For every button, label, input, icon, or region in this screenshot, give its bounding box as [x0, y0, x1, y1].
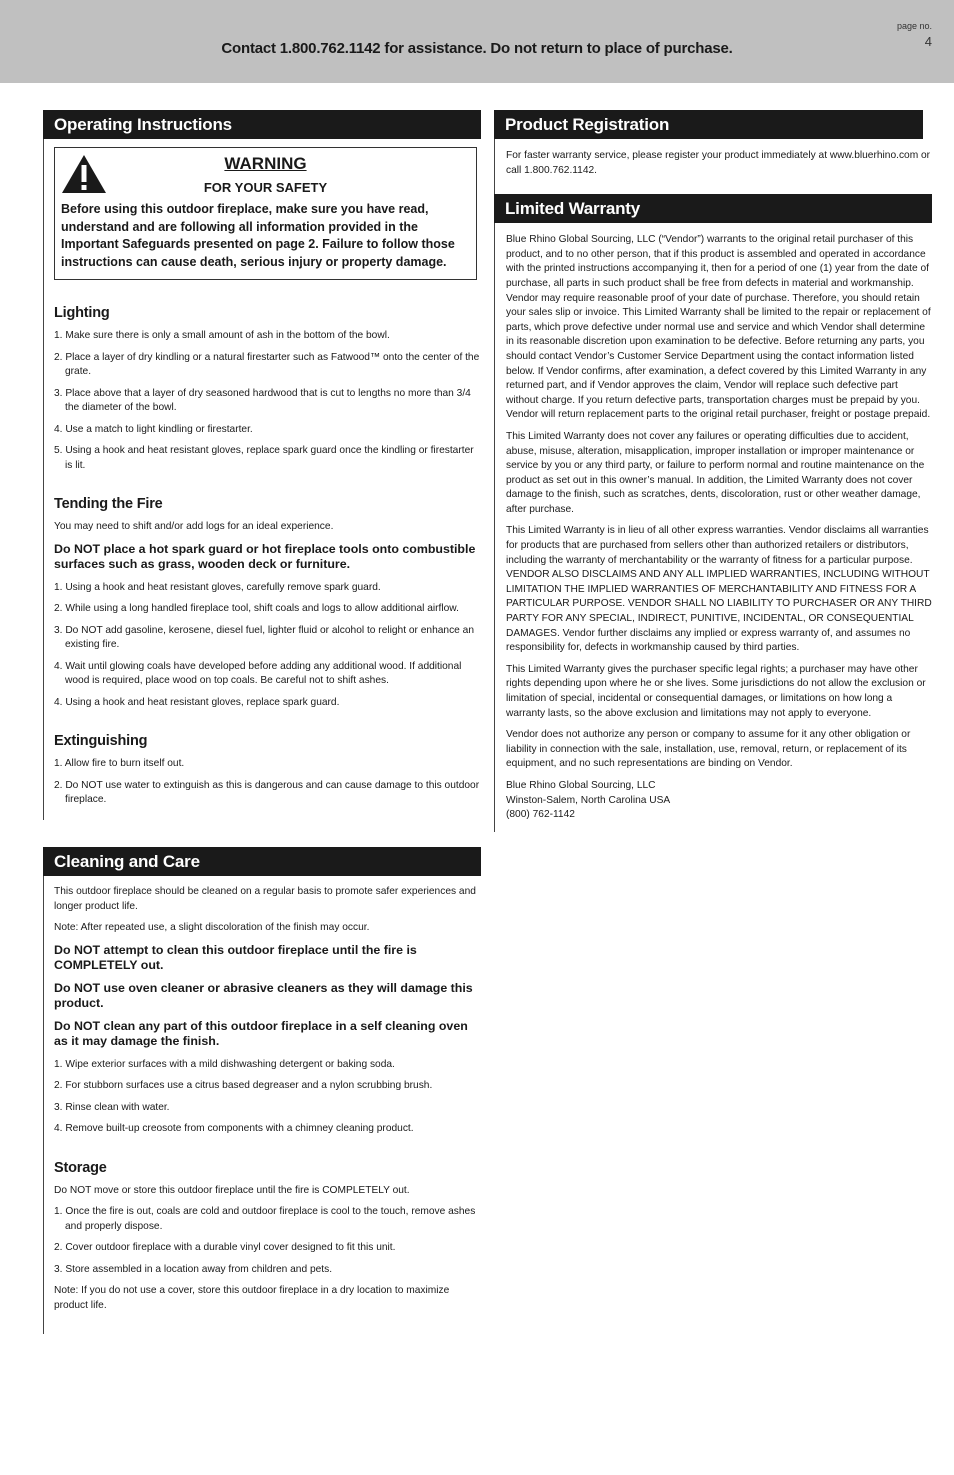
cleaning-warning-3: Do NOT clean any part of this outdoor fireplace in a self cleaning oven as it may damage the finish.	[54, 1018, 468, 1048]
page-number: 4	[924, 34, 932, 49]
cleaning-heading: Cleaning and Care	[43, 847, 481, 876]
list-item: 2. For stubborn surfaces use a citrus based degreaser and a nylon scrubbing brush.	[54, 1080, 433, 1091]
tending-intro: You may need to shift and/or add logs for an ideal experience.	[54, 521, 334, 532]
storage-note: Note: If you do not use a cover, store this outdoor fireplace in a dry location to maximize product life.	[54, 1285, 450, 1311]
warning-triangle-icon	[61, 154, 107, 194]
warranty-paragraph: Blue Rhino Global Sourcing, LLC (“Vendor”) warrants to the original retail purchaser of this product, and to no other person, that if this product is assembled and operated in accordance with the printed instructions accompanying it, then for a period of one (1) year from the date of purchase, all parts in such product shall be free from defects in material and workmanship. Vendor may require reasonable proof of your date of purchase. Therefore, you should retain your sales slip or invoice. This Limited Warranty shall be limited to the repair or replacement of parts, which prove defective under normal use and service and which Vendor shall determine in its reasonable discretion upon examination to be defective. Before returning any parts, you should contact Vendor’s Customer Service Department using the contact information listed below. If Vendor confirms, after examination, a defect covered by this Limited Warranty in any returned part, and if Vendor approves the claim, Vendor will replace such defective part without charge. If you return defective parts, transportation charges must be prepaid by you. Vendor will return replacement parts to the original retail purchaser, freight or postage prepaid.	[506, 234, 931, 421]
warranty-paragraph: This Limited Warranty does not cover any failures or operating difficulties due to accident, abuse, misuse, alteration, misapplication, improper installation or improper maintenance or service by you or any third party, or failure to perform normal and routine maintenance on the product as set out in this owner’s manual. In addition, the Limited Warranty does not cover damage to the finish, such as scratches, dents, discoloration, rust or other weather damage, after purchase.	[506, 430, 925, 515]
lighting-heading: Lighting	[54, 305, 110, 321]
warning-text: Before using this outdoor fireplace, make sure you have read, understand and are following all information provided in the Important Safeguards presented on page 2. Failure to follow those instructions can cause death, serious injury or property damage.	[61, 202, 455, 269]
storage-list	[54, 1205, 481, 1277]
cleaning-and-care-section	[43, 847, 481, 1313]
list-item: 2. Do NOT use water to extinguish as this is dangerous and can cause damage to this outdoor fireplace.	[54, 779, 480, 805]
list-item: 3. Place above that a layer of dry seasoned hardwood that is cut to lengths no more than 3/4 the diameter of the bowl.	[54, 387, 471, 413]
warranty-paragraph: This Limited Warranty is in lieu of all other express warranties. Vendor disclaims all warranties for products that are purchased from sellers other than authorized retailers or distributors, including the warranty of merchantability or the warranty of fitness for a particular purpose. VENDOR ALSO DISCLAIMS AND ANY ALL IMPLIED WARRANTIES, INCLUDING WITHOUT LIMITATION THE IMPLIED WARRANTIES OF MERCHANTABILITY AND FITNESS FOR A PARTICULAR PURPOSE. VENDOR SHALL NO LIABILITY TO PURCHASER OR ANY THIRD PARTY FOR ANY SPECIAL, INDIRECT, PUNITIVE, INCIDENTAL, OR CONSEQUENTIAL DAMAGES. Vendor further disclaims any implied or express warranty of, and assumes no responsibility for, defects in workmanship caused by third parties.	[506, 525, 932, 654]
cleaning-warning-2: Do NOT use oven cleaner or abrasive cleaners as they will damage this product.	[54, 980, 473, 1010]
address-line: Blue Rhino Global Sourcing, LLC	[506, 779, 656, 791]
warranty-paragraph: Vendor does not authorize any person or company to assume for it any other obligation or liability in connection with the sale, installation, use, removal, return, or replacement of its equipment, and no such representations are binding on Vendor.	[506, 729, 911, 770]
operating-instructions-heading: Operating Instructions	[43, 110, 481, 139]
list-item: 2. While using a long handled fireplace tool, shift coals and logs to allow additional airflow.	[54, 603, 459, 614]
extinguishing-list	[54, 757, 481, 808]
page-number-label: page no.	[896, 21, 932, 31]
list-item: 1. Wipe exterior surfaces with a mild dishwashing detergent or baking soda.	[54, 1058, 395, 1070]
contact-banner: Contact 1.800.762.1142 for assistance. Do not return to place of purchase.	[221, 40, 733, 57]
tending-heading: Tending the Fire	[54, 496, 163, 512]
list-item: 3. Rinse clean with water.	[54, 1101, 170, 1113]
address-line: Winston-Salem, North Carolina USA	[506, 794, 671, 806]
list-item: 4. Wait until glowing coals have developed before adding any additional wood. If additional wood is required, place wood on top coals. Be careful not to shift ashes.	[54, 660, 462, 686]
list-item: 4. Use a match to light kindling or firestarter.	[54, 423, 253, 435]
list-item: 2. Cover outdoor fireplace with a durable vinyl cover designed to fit this unit.	[54, 1242, 396, 1253]
cleaning-list	[54, 1058, 481, 1137]
list-item: 4. Remove built-up creosote from components with a chimney cleaning product.	[54, 1123, 414, 1134]
warning-subtitle: FOR YOUR SAFETY	[203, 180, 328, 195]
extinguishing-heading: Extinguishing	[54, 733, 148, 749]
warranty-paragraph: This Limited Warranty gives the purchaser specific legal rights; a purchaser may have other rights depending upon where he or she lives. Some jurisdictions do not allow the exclusion or limitation of special, incidental or consequential damages, or limitations on how long a warranty lasts, so the above exclusion and limitations may not apply to everyone.	[506, 663, 926, 719]
product-registration-heading: Product Registration	[494, 110, 923, 139]
address-line: (800) 762-1142	[506, 809, 575, 821]
cleaning-note: Note: After repeated use, a slight discoloration of the finish may occur.	[54, 922, 370, 933]
right-column	[494, 110, 932, 823]
cleaning-intro: This outdoor fireplace should be cleaned on a regular basis to promote safer experiences and longer product life.	[54, 886, 476, 912]
list-item: 3. Do NOT add gasoline, kerosene, diesel fuel, lighter fluid or alcohol to relight or enhance an existing fire.	[54, 624, 475, 650]
list-item: 2. Place a layer of dry kindling or a natural firestarter such as Fatwood™ onto the center of the grate.	[54, 351, 480, 377]
warning-title: WARNING	[224, 154, 307, 173]
warning-box	[54, 147, 477, 280]
limited-warranty-heading: Limited Warranty	[494, 194, 932, 223]
header-band	[0, 0, 954, 83]
vendor-address	[506, 779, 932, 823]
list-item: 5. Using a hook and heat resistant gloves, replace spark guard once the kindling or firestarter is lit.	[54, 445, 474, 471]
list-item: 1. Once the fire is out, coals are cold and outdoor fireplace is cool to the touch, remove ashes and properly dispose.	[54, 1206, 476, 1232]
lighting-list	[54, 329, 481, 473]
list-item: 3. Store assembled in a location away from children and pets.	[54, 1263, 333, 1275]
storage-intro: Do NOT move or store this outdoor fireplace until the fire is COMPLETELY out.	[54, 1184, 410, 1196]
tending-warning: Do NOT place a hot spark guard or hot fireplace tools onto combustible surfaces such as grass, wooden deck or furniture.	[54, 541, 476, 571]
tending-list	[54, 581, 481, 711]
list-item: 4. Using a hook and heat resistant gloves, replace spark guard.	[54, 696, 340, 708]
list-item: 1. Allow fire to burn itself out.	[54, 758, 185, 769]
cleaning-warning-1: Do NOT attempt to clean this outdoor fireplace until the fire is COMPLETELY out.	[54, 942, 417, 972]
list-item: 1. Make sure there is only a small amount of ash in the bottom of the bowl.	[54, 330, 390, 341]
registration-text: For faster warranty service, please register your product immediately at www.bluerhino.com or call 1.800.762.1142.	[506, 150, 931, 176]
storage-heading: Storage	[54, 1159, 107, 1176]
list-item: 1. Using a hook and heat resistant gloves, carefully remove spark guard.	[54, 581, 381, 593]
operating-instructions-section	[43, 110, 481, 808]
